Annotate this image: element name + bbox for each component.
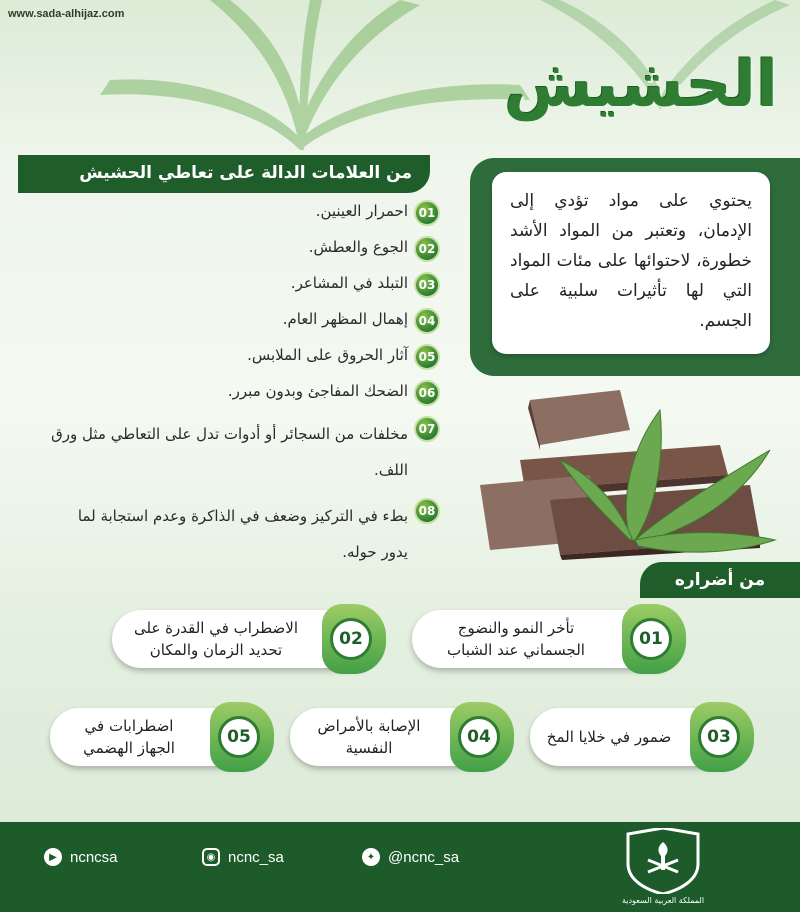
- number-badge: 05: [414, 344, 440, 370]
- number-badge: 07: [414, 416, 440, 442]
- sign-text: احمرار العينين.: [315, 202, 408, 220]
- sign-text: بطء في التركيز وضعف في الذاكرة وعدم استجابة لما يدور حوله.: [77, 507, 408, 561]
- harm-text: ضمور في خلايا المخ: [546, 728, 672, 746]
- harm-text: الاضطراب في القدرة على تحديد الزمان والمكان: [133, 619, 299, 659]
- harms-header: من أضراره: [640, 562, 800, 598]
- harm-card: [412, 610, 682, 668]
- watermark-url: www.sada-alhijaz.com: [8, 8, 125, 20]
- sign-text: آثار الحروق على الملابس.: [247, 346, 408, 364]
- youtube-handle: ncncsa: [70, 848, 118, 866]
- sign-item: [50, 344, 440, 370]
- number-badge: 01: [414, 200, 440, 226]
- youtube-link[interactable]: [44, 848, 118, 866]
- number-badge: 03: [414, 272, 440, 298]
- instagram-handle: ncnc_sa: [228, 848, 284, 866]
- sign-item: [50, 416, 440, 488]
- harm-card: [530, 708, 750, 766]
- instagram-icon: ◉: [202, 848, 220, 866]
- sign-text: الضحك المفاجئ وبدون مبرر.: [227, 382, 408, 400]
- twitter-handle: @ncnc_sa: [388, 848, 460, 866]
- number-badge: 06: [414, 380, 440, 406]
- harm-number: 02: [330, 618, 372, 660]
- signs-list: [50, 200, 440, 580]
- sign-text: إهمال المظهر العام.: [282, 310, 408, 328]
- sign-item: [50, 272, 440, 298]
- sign-item: [50, 200, 440, 226]
- twitter-link[interactable]: [362, 848, 459, 866]
- page-title: الحشيش: [504, 48, 778, 122]
- sign-item: [50, 236, 440, 262]
- harm-text: الإصابة بالأمراض النفسية: [317, 717, 421, 757]
- sign-text: مخلفات من السجائر أو أدوات تدل على التعاطي مثل ورق اللف.: [51, 425, 408, 479]
- sign-text: التبلد في المشاعر.: [290, 274, 408, 292]
- number-badge: 08: [414, 498, 440, 524]
- twitter-icon: ✦: [362, 848, 380, 866]
- sign-item: [50, 308, 440, 334]
- info-box: يحتوي على مواد تؤدي إلى الإدمان، وتعتبر من المواد الأشد خطورة، لاحتوائها على مئات المواد التي لها تأثيرات سلبية على الجسم.: [492, 172, 770, 354]
- sign-item: [50, 380, 440, 406]
- signs-header: من العلامات الدالة على تعاطي الحشيش: [18, 155, 430, 193]
- sign-item: [50, 498, 440, 570]
- harm-number: 04: [458, 716, 500, 758]
- harm-card: [290, 708, 510, 766]
- harm-text: تأخر النمو والنضوج الجسماني عند الشباب: [447, 619, 585, 659]
- instagram-link[interactable]: [202, 848, 284, 866]
- emblem-caption: المملكة العربية السعودية: [621, 896, 705, 905]
- sign-text: الجوع والعطش.: [308, 238, 408, 256]
- harm-number: 03: [698, 716, 740, 758]
- cannabis-leaf-decoration: [60, 0, 540, 160]
- harm-number: 01: [630, 618, 672, 660]
- saudi-emblem-logo: [618, 828, 708, 894]
- number-badge: 04: [414, 308, 440, 334]
- hashish-blocks-illustration: [470, 390, 780, 560]
- number-badge: 02: [414, 236, 440, 262]
- harm-card: [112, 610, 382, 668]
- harm-text: اضطرابات في الجهاز الهضمي: [83, 717, 175, 757]
- harm-number: 05: [218, 716, 260, 758]
- youtube-icon: ▶: [44, 848, 62, 866]
- harm-card: [50, 708, 270, 766]
